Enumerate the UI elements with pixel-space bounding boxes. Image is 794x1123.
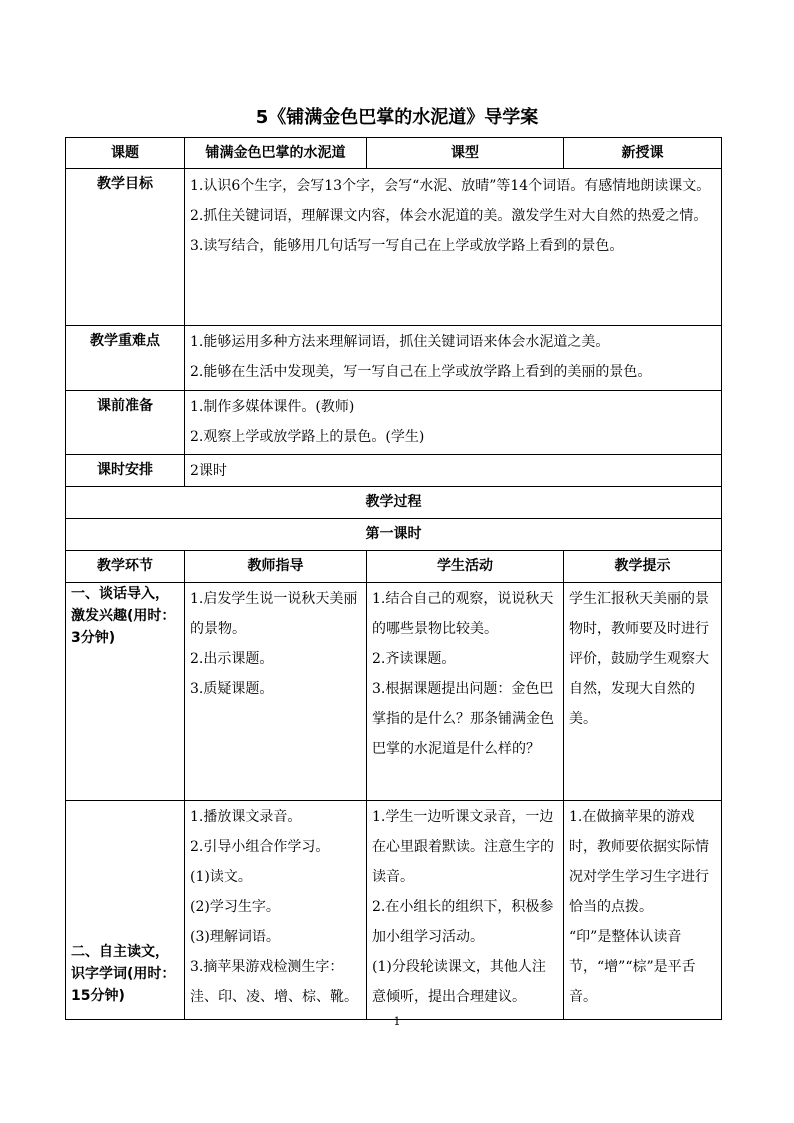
column-header: 教学环节: [66, 551, 185, 583]
goals-label: 教学目标: [66, 169, 185, 326]
student-item: (1)分段轮读课文，其他人注意倾听，提出合理建议。: [372, 959, 546, 1005]
student-item: 2.齐读课题。: [372, 651, 456, 667]
topic-row: [66, 138, 722, 169]
prep-item: 1.制作多媒体课件。(教师): [190, 399, 355, 415]
prep-item: 2.观察上学或放学路上的景色。(学生): [190, 429, 425, 445]
student-item: 1.学生一边听课文录音，一边在心里跟着默读。注意生字的读音。: [372, 809, 554, 885]
key-points-label: 教学重难点: [66, 326, 185, 391]
key-point-item: 2.能够在生活中发现美，写一写自己在上学或放学路上看到的美丽的景色。: [190, 364, 652, 380]
key-points-content: [185, 326, 722, 391]
goals-row: [66, 169, 722, 326]
goal-item: 2.抓住关键词语，理解课文内容，体会水泥道的美。激发学生对大自然的热爱之情。: [190, 208, 708, 224]
teacher-item: 1.播放课文录音。: [190, 809, 302, 825]
teaching-tips: [564, 583, 722, 801]
teacher-item: 3.质疑课题。: [190, 681, 274, 697]
page-number: 1: [393, 1015, 401, 1028]
stage-label: 一、谈话导入，激发兴趣(用时：3分钟): [66, 583, 185, 801]
type-label: 课型: [367, 138, 564, 169]
teacher-item: 2.出示课题。: [190, 651, 274, 667]
teacher-item: (1)读文。: [190, 869, 252, 885]
lesson-plan-table: [65, 137, 722, 1020]
table-row: [66, 801, 722, 1020]
column-header-row: [66, 551, 722, 583]
teaching-tips: [564, 801, 722, 1020]
teacher-guidance: [185, 801, 367, 1020]
process-heading: 教学过程: [66, 487, 722, 519]
goal-item: 1.认识6个生字，会写13个字，会写“水泥、放晴”等14个词语。有感情地朗读课文。: [190, 178, 711, 194]
student-item: 2.在小组长的组织下，积极参加小组学习活动。: [372, 899, 554, 945]
schedule-value: 2课时: [185, 455, 722, 487]
teacher-item: (2)学习生字。: [190, 899, 280, 915]
teacher-item: 2.引导小组合作学习。: [190, 839, 330, 855]
teacher-item: 1.启发学生说一说秋天美丽的景物。: [190, 591, 358, 637]
type-value: 新授课: [564, 138, 722, 169]
key-point-item: 1.能够运用多种方法来理解词语，抓住关键词语来体会水泥道之美。: [190, 334, 610, 350]
process-heading-row: [66, 487, 722, 519]
student-item: 1.结合自己的观察，说说秋天的哪些景物比较美。: [372, 591, 554, 637]
student-activity: [367, 583, 564, 801]
topic-value: 铺满金色巴掌的水泥道: [185, 138, 367, 169]
stage-label: 二、自主读文，识字学词(用时：15分钟): [66, 801, 185, 1020]
column-header: 教学提示: [564, 551, 722, 583]
topic-label: 课题: [66, 138, 185, 169]
prep-label: 课前准备: [66, 391, 185, 455]
schedule-row: [66, 455, 722, 487]
teacher-item: 3.摘苹果游戏检测生字：洼、印、凌、增、棕、靴。: [190, 959, 358, 1005]
teacher-item: (3)理解词语。: [190, 929, 280, 945]
tip-item: “印”是整体认读音节，“增”“棕”是平舌音。: [569, 929, 696, 1005]
key-points-row: [66, 326, 722, 391]
schedule-label: 课时安排: [66, 455, 185, 487]
tip-item: 学生汇报秋天美丽的景物时，教师要及时进行评价，鼓励学生观察大自然，发现大自然的美。: [569, 591, 709, 727]
prep-content: [185, 391, 722, 455]
student-activity: [367, 801, 564, 1020]
table-row: [66, 583, 722, 801]
column-header: 学生活动: [367, 551, 564, 583]
prep-row: [66, 391, 722, 455]
lesson-heading: 第一课时: [66, 519, 722, 551]
teacher-guidance: [185, 583, 367, 801]
goals-content: [185, 169, 722, 326]
tip-item: 1.在做摘苹果的游戏时，教师要依据实际情况对学生学习生字进行恰当的点拨。: [569, 809, 709, 915]
column-header: 教师指导: [185, 551, 367, 583]
goal-item: 3.读写结合，能够用几句话写一写自己在上学或放学路上看到的景色。: [190, 238, 624, 254]
lesson-heading-row: [66, 519, 722, 551]
page-title: 5《铺满金色巴掌的水泥道》导学案: [255, 107, 539, 128]
student-item: 3.根据课题提出问题：金色巴掌指的是什么？那条铺满金色巴掌的水泥道是什么样的？: [372, 681, 554, 757]
